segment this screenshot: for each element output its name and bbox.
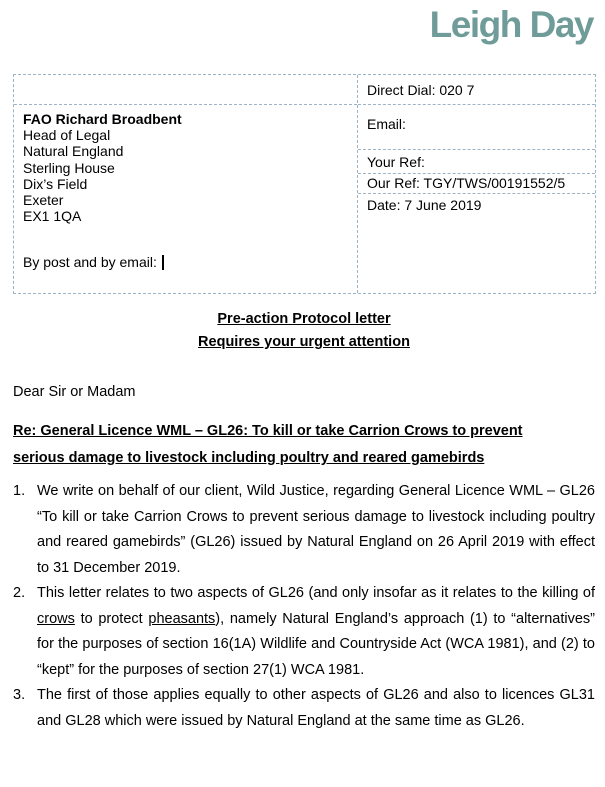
- paragraph-number: 3.: [13, 687, 26, 703]
- field-label: Your Ref:: [367, 154, 425, 170]
- paragraph-text: This letter relates to two aspects of GL26 (and only insofar as it relates to the killing of crows to protect pheasants), namely Natural England’s approach (1) to “alternatives” for the purposes of section 16(1A) Wildlife and Countryside Act (WCA 1981), and (2) to “kept” for the purposes of section 27(1) WCA 1981.: [37, 585, 595, 678]
- leigh-day-logo: Leigh Day: [429, 4, 593, 45]
- field-value: 020 7: [439, 82, 475, 98]
- reference-column: [358, 75, 595, 293]
- numbered-paragraphs: [13, 479, 595, 734]
- recipient-column: [14, 75, 358, 293]
- paragraph-text: The first of those applies equally to other aspects of GL26 and also to licences GL31 and GL28 which were issued by Natural England at the same time as GL26.: [37, 687, 595, 729]
- field-label: Email:: [367, 116, 406, 132]
- subject-line-1: Re: General Licence WML – GL26: To kill or take Carrion Crows to prevent: [13, 423, 523, 439]
- underlined-word: crows: [37, 610, 75, 627]
- paragraph-text: We write on behalf of our client, Wild Justice, regarding General Licence WML – GL26 “To kill or take Carrion Crows to prevent serious damage to livestock including poultry and reared gamebirds” (GL26) issued by Natural England on 26 April 2019 with effect to 31 December 2019.: [37, 483, 595, 576]
- field-email: [358, 105, 595, 150]
- salutation: Dear Sir or Madam: [13, 384, 136, 400]
- letterhead-info-table: [13, 74, 596, 294]
- delivery-method-line: [23, 254, 351, 270]
- field-your-ref: [358, 150, 595, 174]
- field-date: [358, 194, 595, 293]
- field-label: Direct Dial:: [367, 82, 436, 98]
- text-cursor[interactable]: [162, 255, 164, 270]
- paragraph-number: 2.: [13, 585, 26, 601]
- paragraph-2: [13, 581, 595, 683]
- recipient-address-cell: [14, 105, 357, 293]
- recipient-address-line: Sterling House: [23, 159, 115, 176]
- letterhead-logo-row: [13, 0, 595, 45]
- letter-heading: [13, 308, 595, 354]
- field-label: Our Ref:: [367, 175, 420, 191]
- recipient-address-line: Exeter: [23, 192, 64, 209]
- paragraph-number: 1.: [13, 483, 26, 499]
- field-direct-dial: [358, 75, 595, 105]
- recipient-address-line: Head of Legal: [23, 127, 111, 144]
- heading-line-2: Requires your urgent attention: [198, 334, 410, 350]
- field-value: 7 June 2019: [404, 197, 482, 213]
- recipient-empty-cell: [14, 75, 357, 105]
- recipient-address-line: Dix’s Field: [23, 175, 88, 192]
- paragraph-1: [13, 479, 595, 581]
- underlined-word: pheasants: [148, 610, 216, 627]
- paragraph-3: [13, 683, 595, 734]
- field-label: Date:: [367, 197, 401, 213]
- delivery-method-label: By post and by email:: [23, 254, 157, 271]
- field-value: TGY/TWS/00191552/5: [423, 175, 566, 191]
- subject-heading: [13, 418, 595, 472]
- recipient-address-line: EX1 1QA: [23, 208, 82, 225]
- field-our-ref: [358, 174, 595, 194]
- recipient-fao: FAO Richard Broadbent: [23, 111, 182, 127]
- recipient-address-line: Natural England: [23, 143, 124, 160]
- subject-line-2: serious damage to livestock including poultry and reared gamebirds: [13, 450, 485, 466]
- heading-line-1: Pre-action Protocol letter: [217, 311, 391, 327]
